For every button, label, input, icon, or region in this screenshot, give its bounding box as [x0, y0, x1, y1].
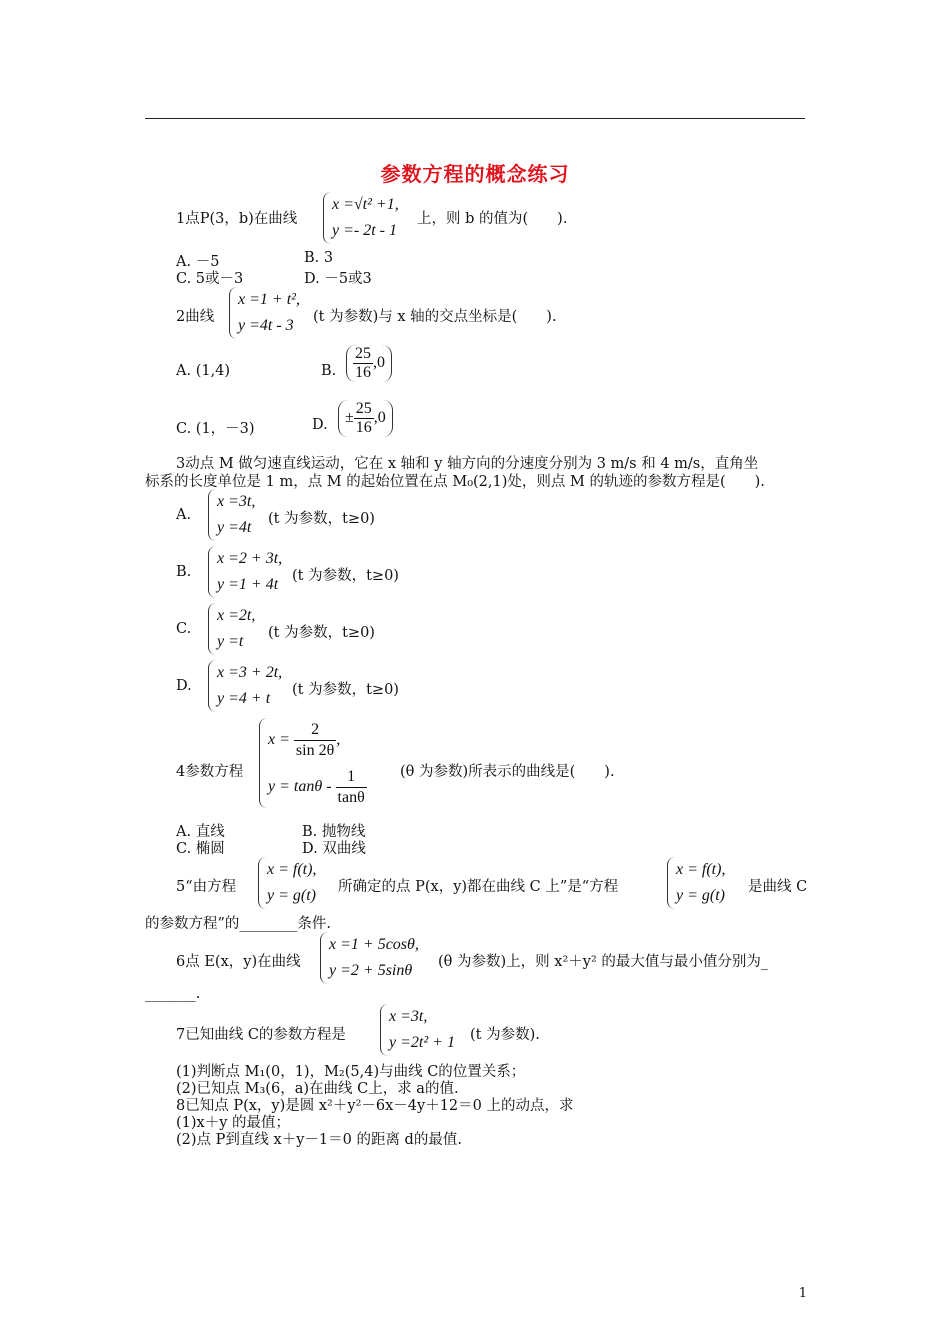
q3-option-b-system: [208, 546, 282, 598]
q3-option-a-system: [208, 489, 255, 541]
q6-line2: _______.: [145, 986, 201, 1002]
q4-option-d: D. 双曲线: [302, 841, 366, 857]
q3-d-eq2: y =4 + t: [217, 690, 271, 707]
q4-system: [259, 718, 367, 808]
q3-option-c-system: [208, 603, 255, 655]
q1-option-a: A. －5: [176, 254, 220, 270]
q1-eq1: x =√t² +1,: [332, 196, 399, 213]
q4-option-a: A. 直线: [176, 824, 225, 840]
q6-eq1: x =1 + 5cosθ,: [329, 936, 419, 953]
q1-eq2: y =- 2t - 1: [332, 222, 397, 239]
q6-eq2: y =2 + 5sinθ: [329, 962, 413, 979]
q7-sub1: (1)判断点 M₁(0，1)，M₂(5,4)与曲线 C的位置关系；: [176, 1064, 526, 1080]
q3-option-d-system: [208, 660, 282, 712]
q4-x-tail: ,: [336, 731, 341, 749]
q8-line1: 8已知点 P(x，y)是圆 x²＋y²－6x－4y＋12＝0 上的动点，求: [176, 1098, 574, 1114]
q3-option-b-label: B.: [176, 564, 192, 580]
q2-stem-pre: 2曲线: [176, 309, 215, 325]
q4-y-row: [268, 767, 367, 808]
q7-sub2: (2)已知点 M₃(6，a)在曲线 C上，求 a的值.: [176, 1081, 459, 1097]
q2-option-d-label: D.: [312, 417, 328, 433]
q4-option-b: B. 抛物线: [302, 824, 366, 840]
q3-d-eq1: x =3 + 2t,: [217, 664, 283, 681]
q2-d-pm: ±: [345, 409, 354, 427]
q1-option-b: B. 3: [304, 250, 334, 266]
q2-option-c: C. (1，－3): [176, 421, 255, 437]
q5-eq1: x = f(t),: [267, 861, 317, 878]
q4-y-num: 1: [336, 767, 367, 788]
q6-system: [320, 932, 419, 984]
q3-option-a-label: A.: [176, 507, 192, 523]
q7-eq1: x =3t,: [389, 1008, 428, 1025]
q3-option-b-note: (t 为参数，t≥0): [292, 568, 399, 584]
q8-sub1: (1)x＋y 的最值；: [176, 1115, 291, 1131]
q2-option-b-value: [346, 345, 392, 382]
q4-y-den: tanθ: [337, 789, 365, 806]
q4-y-lhs: y = tanθ -: [268, 778, 332, 796]
q3-c-eq2: y =t: [217, 633, 244, 650]
q1-option-d: D. －5或3: [304, 271, 372, 287]
q3-option-d-label: D.: [176, 678, 192, 694]
q3-b-eq2: y =1 + 4t: [217, 576, 279, 593]
q4-stem-pre: 4参数方程: [176, 764, 244, 780]
q3-a-eq1: x =3t,: [217, 493, 256, 510]
q2-d-den: 16: [355, 419, 372, 436]
q3-b-eq1: x =2 + 3t,: [217, 550, 283, 567]
q2-option-a: A. (1,4): [176, 363, 231, 379]
q2-eq2: y =4t - 3: [238, 317, 294, 334]
q5-line2: 的参数方程”的________条件.: [145, 916, 332, 932]
q3-a-eq2: y =4t: [217, 519, 252, 536]
q7-pre: 7已知曲线 C的参数方程是: [176, 1027, 346, 1043]
q5-post: 是曲线 C: [748, 879, 808, 895]
q5-eq2: y = g(t): [267, 887, 316, 904]
q5-system-2: [667, 857, 725, 909]
q4-x-lhs: x =: [268, 731, 290, 749]
q6-pre: 6点 E(x，y)在曲线: [176, 954, 301, 970]
q3-line2: 标系的长度单位是 1 m，点 M 的起始位置在点 M₀(2,1)处，则点 M 的轨迹的参数方程是( ).: [145, 474, 765, 490]
q4-x-den: sin 2θ: [295, 742, 335, 759]
q2-option-d-value: [338, 400, 393, 437]
q1-stem-post: 上，则 b 的值为( ).: [417, 211, 568, 227]
q2-d-num: 25: [355, 400, 372, 417]
q2-system: [229, 287, 300, 339]
q4-option-c: C. 椭圆: [176, 841, 225, 857]
q2-d-tail: ,0: [373, 409, 386, 427]
q2-b-den: 16: [355, 364, 371, 381]
q6-post: (θ 为参数)上，则 x²＋y² 的最大值与最小值分别为_: [438, 954, 769, 970]
q7-post: (t 为参数).: [470, 1027, 540, 1043]
q7-system: [380, 1004, 455, 1056]
q5-eq1-repeat: x = f(t),: [676, 861, 726, 878]
q2-eq1: x =1 + t²,: [238, 291, 300, 308]
q3-option-a-note: (t 为参数，t≥0): [268, 511, 375, 527]
q1-option-c: C. 5或－3: [176, 271, 244, 287]
header-rule: [145, 118, 805, 119]
q5-system-1: [258, 857, 316, 909]
q4-x-num: 2: [294, 720, 336, 741]
q3-line1: 3动点 M 做匀速直线运动，它在 x 轴和 y 轴方向的分速度分别为 3 m/s 和 4 m/s，直角坐: [176, 456, 759, 472]
q5-mid: 所确定的点 P(x，y)都在曲线 C 上”是“方程: [338, 879, 619, 895]
page-title: 参数方程的概念练习: [380, 162, 570, 186]
q2-option-b-label: B.: [321, 363, 337, 379]
page-number: 1: [798, 1286, 807, 1301]
q3-option-c-note: (t 为参数，t≥0): [268, 625, 375, 641]
q2-stem-post: (t 为参数)与 x 轴的交点坐标是( ).: [313, 309, 557, 325]
q1-stem-pre: 1点P(3，b)在曲线: [176, 211, 298, 227]
q5-pre: 5“由方程: [176, 879, 237, 895]
q8-sub2: (2)点 P到直线 x＋y－1＝0 的距离 d的最值.: [176, 1132, 462, 1148]
q3-option-c-label: C.: [176, 621, 192, 637]
q1-system: [323, 192, 399, 244]
q4-stem-post: (θ 为参数)所表示的曲线是( ).: [400, 764, 615, 780]
q2-b-num: 25: [355, 345, 371, 362]
q2-b-tail: ,0: [373, 354, 385, 372]
q3-c-eq1: x =2t,: [217, 607, 256, 624]
q7-eq2: y =2t² + 1: [389, 1034, 455, 1051]
q3-option-d-note: (t 为参数，t≥0): [292, 682, 399, 698]
q4-x-row: [268, 720, 367, 761]
q5-eq2-repeat: y = g(t): [676, 887, 725, 904]
